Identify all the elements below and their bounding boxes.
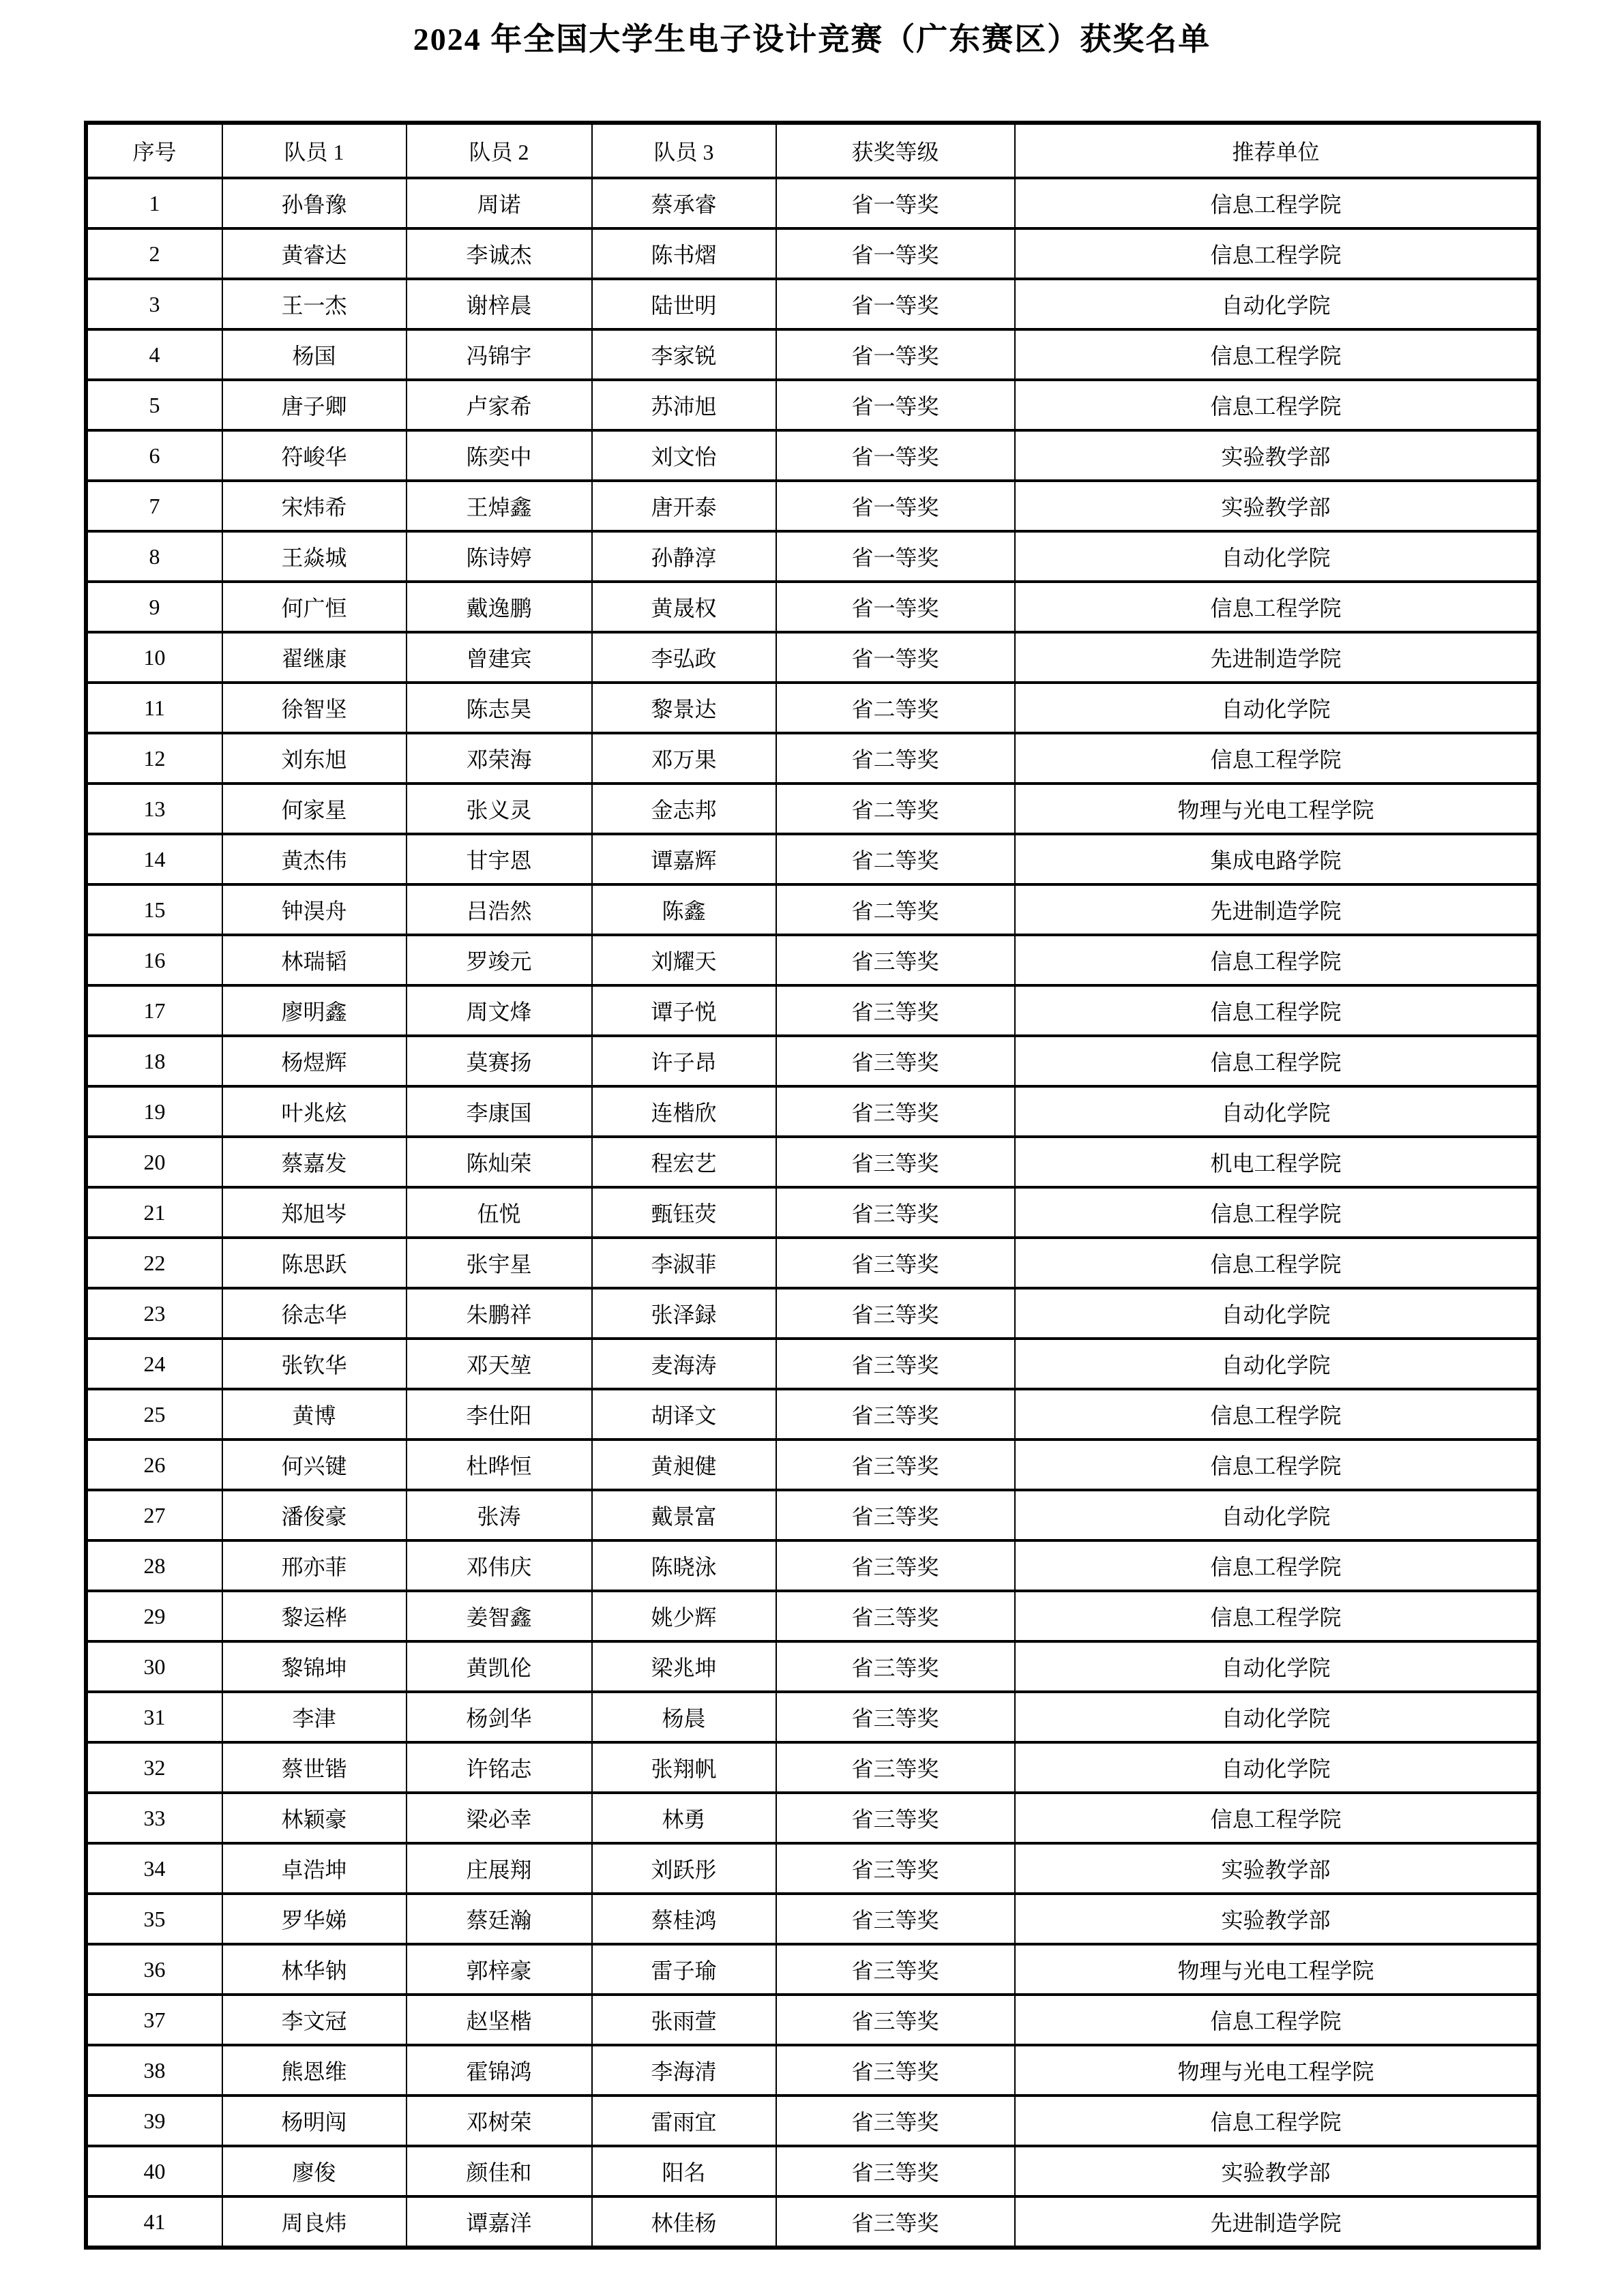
table-row	[86, 1540, 1539, 1591]
header-player1: 队员 1	[222, 123, 407, 178]
cell-player3: 蔡承睿	[592, 178, 776, 228]
cell-award: 省三等奖	[776, 1641, 1015, 1692]
cell-no: 17	[86, 985, 222, 1036]
cell-player2: 陈奕中	[407, 430, 592, 481]
cell-player1: 蔡嘉发	[222, 1137, 407, 1187]
table-row	[86, 1490, 1539, 1540]
cell-award: 省三等奖	[776, 1591, 1015, 1641]
cell-player3: 李弘政	[592, 632, 776, 683]
cell-award: 省三等奖	[776, 1894, 1015, 1944]
cell-award: 省三等奖	[776, 1036, 1015, 1086]
cell-award: 省三等奖	[776, 1843, 1015, 1894]
table-row	[86, 1894, 1539, 1944]
table-row	[86, 1288, 1539, 1339]
cell-org: 信息工程学院	[1015, 1793, 1539, 1843]
cell-award: 省二等奖	[776, 834, 1015, 884]
cell-award: 省三等奖	[776, 985, 1015, 1036]
cell-player2: 曾建宾	[407, 632, 592, 683]
cell-no: 39	[86, 2096, 222, 2146]
cell-award: 省三等奖	[776, 1288, 1015, 1339]
cell-player2: 许铭志	[407, 1742, 592, 1793]
cell-award: 省三等奖	[776, 1238, 1015, 1288]
cell-player3: 金志邦	[592, 784, 776, 834]
cell-player3: 胡译文	[592, 1389, 776, 1440]
cell-player3: 陈晓泳	[592, 1540, 776, 1591]
cell-player1: 邢亦菲	[222, 1540, 407, 1591]
cell-org: 先进制造学院	[1015, 632, 1539, 683]
cell-player1: 林瑞韬	[222, 935, 407, 985]
cell-player2: 谢梓晨	[407, 279, 592, 329]
header-no: 序号	[86, 123, 222, 178]
cell-player1: 郑旭岑	[222, 1187, 407, 1238]
cell-player2: 黄凯伦	[407, 1641, 592, 1692]
cell-org: 信息工程学院	[1015, 1187, 1539, 1238]
cell-org: 信息工程学院	[1015, 1591, 1539, 1641]
header-row	[86, 123, 1539, 178]
cell-player2: 邓伟庆	[407, 1540, 592, 1591]
table-row	[86, 1238, 1539, 1288]
cell-no: 6	[86, 430, 222, 481]
cell-player2: 朱鹏祥	[407, 1288, 592, 1339]
table-row	[86, 683, 1539, 733]
table-row	[86, 2146, 1539, 2196]
cell-player3: 苏沛旭	[592, 380, 776, 430]
table-row	[86, 985, 1539, 1036]
cell-player3: 谭嘉辉	[592, 834, 776, 884]
cell-player3: 刘跃彤	[592, 1843, 776, 1894]
cell-org: 实验教学部	[1015, 1894, 1539, 1944]
cell-award: 省三等奖	[776, 2045, 1015, 2096]
cell-player1: 黄杰伟	[222, 834, 407, 884]
cell-no: 31	[86, 1692, 222, 1742]
cell-player3: 张雨萱	[592, 1995, 776, 2045]
cell-org: 实验教学部	[1015, 1843, 1539, 1894]
cell-player2: 陈志昊	[407, 683, 592, 733]
cell-award: 省三等奖	[776, 1339, 1015, 1389]
cell-award: 省一等奖	[776, 380, 1015, 430]
table-row	[86, 1742, 1539, 1793]
cell-player3: 黄晟权	[592, 582, 776, 632]
table-row	[86, 834, 1539, 884]
cell-player2: 谭嘉洋	[407, 2196, 592, 2248]
table-row	[86, 632, 1539, 683]
cell-player3: 刘耀天	[592, 935, 776, 985]
cell-player1: 刘东旭	[222, 733, 407, 784]
cell-award: 省一等奖	[776, 632, 1015, 683]
cell-org: 信息工程学院	[1015, 582, 1539, 632]
cell-no: 25	[86, 1389, 222, 1440]
cell-player1: 黎运桦	[222, 1591, 407, 1641]
cell-no: 4	[86, 329, 222, 380]
cell-player1: 符峻华	[222, 430, 407, 481]
cell-award: 省三等奖	[776, 935, 1015, 985]
cell-player3: 黎景达	[592, 683, 776, 733]
cell-award: 省三等奖	[776, 1440, 1015, 1490]
cell-no: 2	[86, 228, 222, 279]
cell-player2: 冯锦宇	[407, 329, 592, 380]
cell-player3: 连楷欣	[592, 1086, 776, 1137]
table-row	[86, 1187, 1539, 1238]
cell-player1: 孙鲁豫	[222, 178, 407, 228]
cell-no: 38	[86, 2045, 222, 2096]
cell-award: 省三等奖	[776, 1490, 1015, 1540]
cell-player1: 周良炜	[222, 2196, 407, 2248]
cell-player1: 何广恒	[222, 582, 407, 632]
cell-player2: 郭梓豪	[407, 1944, 592, 1995]
cell-no: 26	[86, 1440, 222, 1490]
cell-no: 30	[86, 1641, 222, 1692]
cell-org: 信息工程学院	[1015, 380, 1539, 430]
cell-player2: 邓树荣	[407, 2096, 592, 2146]
cell-player1: 熊恩维	[222, 2045, 407, 2096]
cell-award: 省一等奖	[776, 178, 1015, 228]
cell-no: 27	[86, 1490, 222, 1540]
cell-org: 物理与光电工程学院	[1015, 1944, 1539, 1995]
cell-player3: 林佳杨	[592, 2196, 776, 2248]
table-row	[86, 178, 1539, 228]
cell-org: 信息工程学院	[1015, 1440, 1539, 1490]
cell-player1: 叶兆炫	[222, 1086, 407, 1137]
cell-no: 10	[86, 632, 222, 683]
cell-player2: 戴逸鹏	[407, 582, 592, 632]
cell-player2: 伍悦	[407, 1187, 592, 1238]
cell-no: 34	[86, 1843, 222, 1894]
table-row	[86, 1086, 1539, 1137]
cell-org: 物理与光电工程学院	[1015, 784, 1539, 834]
cell-player3: 陈书熠	[592, 228, 776, 279]
cell-player3: 陈鑫	[592, 884, 776, 935]
cell-player1: 徐智坚	[222, 683, 407, 733]
cell-org: 自动化学院	[1015, 279, 1539, 329]
cell-award: 省二等奖	[776, 884, 1015, 935]
cell-player2: 邓荣海	[407, 733, 592, 784]
cell-player3: 刘文怡	[592, 430, 776, 481]
cell-player1: 王一杰	[222, 279, 407, 329]
cell-player1: 黄睿达	[222, 228, 407, 279]
cell-player3: 黄昶健	[592, 1440, 776, 1490]
cell-org: 信息工程学院	[1015, 1389, 1539, 1440]
cell-player2: 李诚杰	[407, 228, 592, 279]
cell-no: 28	[86, 1540, 222, 1591]
table-row	[86, 1641, 1539, 1692]
table-body	[86, 178, 1539, 2248]
cell-player1: 王焱城	[222, 531, 407, 582]
cell-org: 信息工程学院	[1015, 329, 1539, 380]
cell-player2: 杨剑华	[407, 1692, 592, 1742]
cell-org: 自动化学院	[1015, 1339, 1539, 1389]
cell-no: 13	[86, 784, 222, 834]
cell-player1: 廖俊	[222, 2146, 407, 2196]
cell-org: 信息工程学院	[1015, 228, 1539, 279]
cell-player3: 杨晨	[592, 1692, 776, 1742]
table-row	[86, 531, 1539, 582]
cell-player1: 张钦华	[222, 1339, 407, 1389]
cell-award: 省三等奖	[776, 1944, 1015, 1995]
cell-no: 41	[86, 2196, 222, 2248]
cell-award: 省三等奖	[776, 2196, 1015, 2248]
cell-player2: 颜佳和	[407, 2146, 592, 2196]
cell-org: 实验教学部	[1015, 481, 1539, 531]
cell-player2: 陈诗婷	[407, 531, 592, 582]
header-player3: 队员 3	[592, 123, 776, 178]
table-row	[86, 1591, 1539, 1641]
table-row	[86, 1339, 1539, 1389]
cell-player1: 林华钠	[222, 1944, 407, 1995]
cell-player3: 阳名	[592, 2146, 776, 2196]
table-row	[86, 1440, 1539, 1490]
cell-award: 省二等奖	[776, 784, 1015, 834]
cell-no: 11	[86, 683, 222, 733]
cell-player1: 徐志华	[222, 1288, 407, 1339]
cell-player3: 甄钰荧	[592, 1187, 776, 1238]
cell-player1: 卓浩坤	[222, 1843, 407, 1894]
cell-player1: 唐子卿	[222, 380, 407, 430]
cell-player3: 林勇	[592, 1793, 776, 1843]
table-row	[86, 329, 1539, 380]
cell-no: 23	[86, 1288, 222, 1339]
cell-no: 8	[86, 531, 222, 582]
cell-no: 20	[86, 1137, 222, 1187]
cell-player2: 张涛	[407, 1490, 592, 1540]
table-row	[86, 784, 1539, 834]
cell-player3: 许子昂	[592, 1036, 776, 1086]
header-org: 推荐单位	[1015, 123, 1539, 178]
table-row	[86, 279, 1539, 329]
cell-award: 省三等奖	[776, 1137, 1015, 1187]
cell-player1: 陈思跃	[222, 1238, 407, 1288]
header-award: 获奖等级	[776, 123, 1015, 178]
cell-org: 信息工程学院	[1015, 733, 1539, 784]
cell-no: 3	[86, 279, 222, 329]
cell-award: 省三等奖	[776, 1389, 1015, 1440]
cell-player3: 邓万果	[592, 733, 776, 784]
table-row	[86, 1793, 1539, 1843]
cell-player2: 罗竣元	[407, 935, 592, 985]
table-row	[86, 884, 1539, 935]
page-title: 2024 年全国大学生电子设计竞赛（广东赛区）获奖名单	[413, 22, 1211, 57]
cell-award: 省二等奖	[776, 733, 1015, 784]
cell-no: 33	[86, 1793, 222, 1843]
cell-player1: 杨煜辉	[222, 1036, 407, 1086]
cell-org: 信息工程学院	[1015, 935, 1539, 985]
cell-no: 36	[86, 1944, 222, 1995]
cell-player1: 宋炜希	[222, 481, 407, 531]
cell-player1: 蔡世锴	[222, 1742, 407, 1793]
cell-org: 自动化学院	[1015, 1742, 1539, 1793]
cell-player2: 赵坚楷	[407, 1995, 592, 2045]
table-row	[86, 1944, 1539, 1995]
cell-award: 省一等奖	[776, 279, 1015, 329]
cell-no: 35	[86, 1894, 222, 1944]
cell-org: 先进制造学院	[1015, 2196, 1539, 2248]
cell-player2: 吕浩然	[407, 884, 592, 935]
cell-no: 12	[86, 733, 222, 784]
cell-player3: 戴景富	[592, 1490, 776, 1540]
header-player2: 队员 2	[407, 123, 592, 178]
cell-player2: 李仕阳	[407, 1389, 592, 1440]
cell-player3: 麦海涛	[592, 1339, 776, 1389]
cell-player2: 周文烽	[407, 985, 592, 1036]
cell-org: 信息工程学院	[1015, 1995, 1539, 2045]
award-table	[84, 121, 1541, 2250]
cell-player2: 姜智鑫	[407, 1591, 592, 1641]
cell-player3: 李家锐	[592, 329, 776, 380]
table-header	[86, 123, 1539, 178]
cell-player3: 谭子悦	[592, 985, 776, 1036]
cell-org: 实验教学部	[1015, 2146, 1539, 2196]
cell-award: 省三等奖	[776, 1187, 1015, 1238]
cell-player1: 杨国	[222, 329, 407, 380]
cell-player2: 陈灿荣	[407, 1137, 592, 1187]
table-row	[86, 1137, 1539, 1187]
cell-no: 40	[86, 2146, 222, 2196]
cell-org: 先进制造学院	[1015, 884, 1539, 935]
cell-player3: 蔡桂鸿	[592, 1894, 776, 1944]
cell-award: 省三等奖	[776, 2146, 1015, 2196]
cell-award: 省一等奖	[776, 582, 1015, 632]
cell-player1: 李文冠	[222, 1995, 407, 2045]
cell-org: 信息工程学院	[1015, 985, 1539, 1036]
cell-award: 省三等奖	[776, 1692, 1015, 1742]
cell-org: 自动化学院	[1015, 1641, 1539, 1692]
cell-org: 信息工程学院	[1015, 1238, 1539, 1288]
cell-org: 机电工程学院	[1015, 1137, 1539, 1187]
cell-player1: 杨明闯	[222, 2096, 407, 2146]
cell-player3: 张翔帆	[592, 1742, 776, 1793]
cell-org: 信息工程学院	[1015, 178, 1539, 228]
cell-org: 自动化学院	[1015, 531, 1539, 582]
table-row	[86, 430, 1539, 481]
table-row	[86, 380, 1539, 430]
cell-award: 省一等奖	[776, 228, 1015, 279]
table-row	[86, 935, 1539, 985]
cell-no: 5	[86, 380, 222, 430]
cell-award: 省二等奖	[776, 683, 1015, 733]
cell-award: 省三等奖	[776, 1086, 1015, 1137]
cell-player2: 李康国	[407, 1086, 592, 1137]
cell-no: 14	[86, 834, 222, 884]
cell-no: 9	[86, 582, 222, 632]
cell-player1: 黄博	[222, 1389, 407, 1440]
cell-player1: 罗华娣	[222, 1894, 407, 1944]
cell-player1: 廖明鑫	[222, 985, 407, 1036]
cell-org: 自动化学院	[1015, 1288, 1539, 1339]
cell-no: 32	[86, 1742, 222, 1793]
cell-player2: 梁必幸	[407, 1793, 592, 1843]
cell-org: 集成电路学院	[1015, 834, 1539, 884]
cell-player3: 李海清	[592, 2045, 776, 2096]
table-row	[86, 1692, 1539, 1742]
cell-player3: 孙静淳	[592, 531, 776, 582]
table-row	[86, 733, 1539, 784]
cell-player3: 雷子瑜	[592, 1944, 776, 1995]
cell-player2: 蔡廷瀚	[407, 1894, 592, 1944]
cell-player2: 邓天堃	[407, 1339, 592, 1389]
table-row	[86, 2045, 1539, 2096]
cell-player1: 何家星	[222, 784, 407, 834]
cell-player2: 张义灵	[407, 784, 592, 834]
cell-player3: 李淑菲	[592, 1238, 776, 1288]
cell-player2: 王焯鑫	[407, 481, 592, 531]
cell-award: 省三等奖	[776, 1742, 1015, 1793]
cell-player2: 霍锦鸿	[407, 2045, 592, 2096]
cell-no: 15	[86, 884, 222, 935]
cell-org: 信息工程学院	[1015, 1540, 1539, 1591]
cell-player1: 黎锦坤	[222, 1641, 407, 1692]
cell-award: 省一等奖	[776, 531, 1015, 582]
cell-player3: 唐开泰	[592, 481, 776, 531]
cell-no: 18	[86, 1036, 222, 1086]
table-row	[86, 2096, 1539, 2146]
cell-no: 22	[86, 1238, 222, 1288]
cell-org: 自动化学院	[1015, 683, 1539, 733]
cell-no: 1	[86, 178, 222, 228]
cell-no: 21	[86, 1187, 222, 1238]
cell-org: 信息工程学院	[1015, 1036, 1539, 1086]
cell-player2: 周诺	[407, 178, 592, 228]
table-row	[86, 1843, 1539, 1894]
table-row	[86, 582, 1539, 632]
table-row	[86, 481, 1539, 531]
cell-player1: 何兴键	[222, 1440, 407, 1490]
table-row	[86, 1389, 1539, 1440]
cell-player3: 梁兆坤	[592, 1641, 776, 1692]
cell-player3: 张泽録	[592, 1288, 776, 1339]
table-row	[86, 228, 1539, 279]
cell-player2: 张宇星	[407, 1238, 592, 1288]
cell-player3: 姚少辉	[592, 1591, 776, 1641]
cell-player2: 卢家希	[407, 380, 592, 430]
cell-no: 37	[86, 1995, 222, 2045]
cell-org: 自动化学院	[1015, 1490, 1539, 1540]
cell-award: 省三等奖	[776, 1995, 1015, 2045]
cell-player3: 雷雨宜	[592, 2096, 776, 2146]
cell-player2: 甘宇恩	[407, 834, 592, 884]
cell-player1: 林颖豪	[222, 1793, 407, 1843]
cell-player1: 翟继康	[222, 632, 407, 683]
cell-no: 29	[86, 1591, 222, 1641]
cell-org: 自动化学院	[1015, 1692, 1539, 1742]
cell-player1: 李津	[222, 1692, 407, 1742]
cell-no: 16	[86, 935, 222, 985]
cell-org: 物理与光电工程学院	[1015, 2045, 1539, 2096]
cell-org: 信息工程学院	[1015, 2096, 1539, 2146]
cell-award: 省一等奖	[776, 329, 1015, 380]
cell-player2: 庄展翔	[407, 1843, 592, 1894]
cell-award: 省三等奖	[776, 1793, 1015, 1843]
cell-award: 省一等奖	[776, 481, 1015, 531]
cell-player2: 莫赛扬	[407, 1036, 592, 1086]
cell-award: 省一等奖	[776, 430, 1015, 481]
table-row	[86, 1995, 1539, 2045]
cell-org: 实验教学部	[1015, 430, 1539, 481]
cell-player1: 钟淏舟	[222, 884, 407, 935]
cell-award: 省三等奖	[776, 2096, 1015, 2146]
cell-player3: 陆世明	[592, 279, 776, 329]
table-row	[86, 2196, 1539, 2248]
cell-player1: 潘俊豪	[222, 1490, 407, 1540]
table-row	[86, 1036, 1539, 1086]
cell-no: 7	[86, 481, 222, 531]
cell-no: 24	[86, 1339, 222, 1389]
cell-award: 省三等奖	[776, 1540, 1015, 1591]
cell-player3: 程宏艺	[592, 1137, 776, 1187]
cell-no: 19	[86, 1086, 222, 1137]
cell-player2: 杜晔恒	[407, 1440, 592, 1490]
cell-org: 自动化学院	[1015, 1086, 1539, 1137]
